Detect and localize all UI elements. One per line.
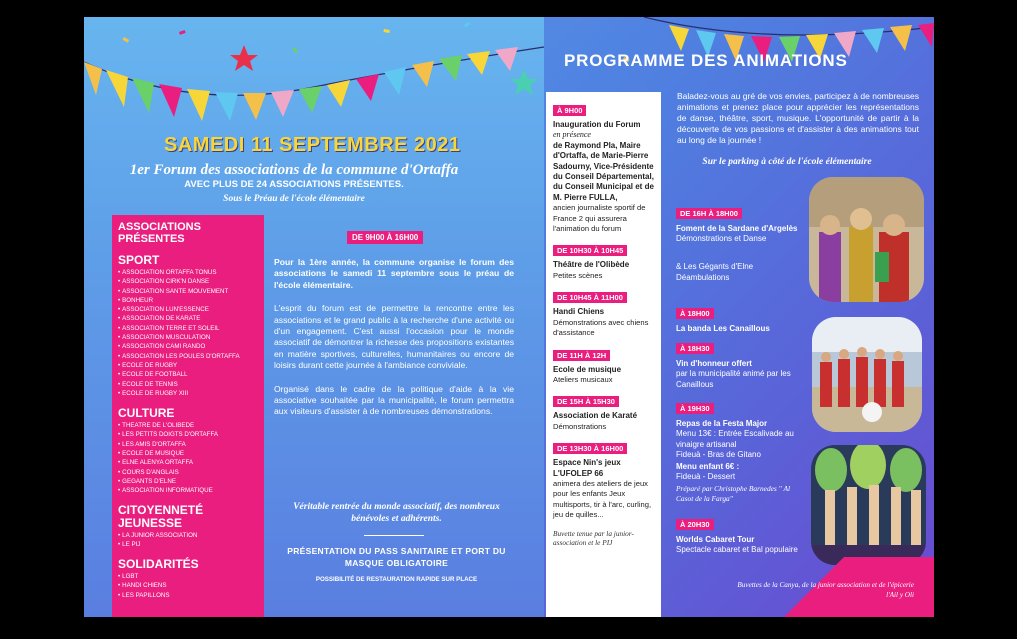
time-badge: À 20H30 [676, 519, 714, 530]
time-badge: DE 10H30 À 10H45 [553, 245, 627, 256]
tagline: Véritable rentrée du monde associatif, des nombreux bénévoles et adhérents. [293, 502, 500, 524]
association-item: • ASSOCIATION INFORMATIQUE [118, 486, 264, 495]
forum-subtitle: AVEC PLUS DE 24 ASSOCIATIONS PRÉSENTES. [184, 179, 404, 190]
association-item: • ASSOCIATION SANTE MOUVEMENT [118, 287, 264, 296]
association-item: • ECOLE DE RUGBY [118, 361, 264, 370]
time-badge: DE 13H30 À 16H00 [553, 443, 627, 454]
category-title: CULTURE [118, 406, 175, 421]
item-title: Théâtre de l'Olibède [553, 260, 630, 270]
buvette-note: Buvette tenue par la junior-association et le PIJ [553, 528, 634, 548]
sanitary-notice: PRÉSENTATION DU PASS SANITAIRE ET PORT DU MASQUE OBLIGATOIRE [287, 546, 506, 568]
item-title: La banda Les Canaillous [676, 324, 770, 333]
association-item: • BONHEUR [118, 296, 264, 305]
association-item: • HANDI CHIENS [118, 581, 264, 590]
event-date-title: SAMEDI 11 SEPTEMBRE 2021 [164, 134, 461, 156]
item-title: Repas de la Festa Major [676, 419, 768, 428]
forum-title: 1er Forum des associations de la commune d'Ortaffa [129, 162, 459, 178]
category-title: CITOYENNETÉ JEUNESSE [118, 502, 204, 530]
item-text: & Les Gégants d'Elne Déambulations [676, 262, 754, 282]
category-title: SPORT [118, 253, 160, 267]
program-item [676, 514, 806, 556]
association-item: • GEGANTS D'ELNE [118, 477, 264, 486]
item-text: Petites scènes [553, 270, 603, 280]
item-guests: de Raymond Pla, Maire d'Ortaffa, de Marie-Pierre Sadourny, Vice-Présidente du Conseil Départemental, du Conseil Municipal et de M. Pierre FULLA, [553, 140, 654, 202]
program-item [676, 203, 806, 245]
paragraph-spirit: L'esprit du forum est de permettre la rencontre entre les associations et le grand public à la recherche d'une activité ou d'un engagement. C'est aussi l'occasion pour le monde associatif de démontrer la richesse des propositions existantes en matière sportives, culturelles, humanitaires ou encore de loisirs durant cette journée à l'ambiance conviviale. [274, 303, 514, 371]
menu-line: Fideuà - Bras de Gitano [676, 450, 761, 460]
menu-line: Fideuà - Dessert [676, 471, 736, 481]
item-title: Worlds Cabaret Tour [676, 535, 755, 544]
forum-description [274, 227, 514, 418]
program-intro: Baladez-vous au gré de vos envies, participez à de nombreuses animations et prenez place pour apprécier les représentations de danse, théâtre, sport, musique. L'opportunité de partir à la découverte de vos passions et d'assister à des animations tout au long de la journée ! [677, 91, 919, 145]
association-item: • ASSOCIATION TERRE ET SOLEIL [118, 324, 264, 333]
item-text: ancien journaliste sportif de France 2 qui assurera l'animation du forum [553, 203, 646, 234]
item-title: Foment de la Sardane d'Argelès [676, 224, 798, 233]
program-item [546, 240, 661, 281]
catering-notice: POSSIBILITÉ DE RESTAURATION RAPIDE SUR PLACE [315, 576, 478, 583]
association-item: • LES AMIS D'ORTAFFA [118, 440, 264, 449]
association-item: • ECOLE DE RUGBY XIII [118, 389, 264, 398]
item-title: Ecole de musique [553, 364, 622, 374]
association-item: • THEATRE DE L'OLIBEDE [118, 421, 264, 430]
association-item: • ASSOCIATION ORTAFFA TONUS [118, 268, 264, 277]
category-list [118, 268, 264, 398]
program-title: PROGRAMME DES ANIMATIONS [564, 51, 848, 70]
association-item: • ASSOCIATION CAMI RANDO [118, 342, 264, 351]
forum-time-badge: DE 9H00 À 16H00 [347, 231, 423, 244]
program-item [546, 391, 661, 432]
associations-panel [112, 215, 264, 617]
program-item [546, 345, 661, 386]
item-title: Inauguration du Forum [553, 120, 641, 129]
item-title: Vin d'honneur offert [676, 359, 752, 368]
forum-location: Sous le Préau de l'école élémentaire [223, 194, 365, 204]
program-item [676, 262, 806, 283]
association-item: • ECOLE DE MUSIQUE [118, 449, 264, 458]
association-item: • LES PETITS DOIGTS D'ORTAFFA [118, 430, 264, 439]
time-badge: À 18H30 [676, 343, 714, 354]
item-title: Association de Karaté [553, 411, 638, 421]
association-item: • LES PAPILLONS [118, 591, 264, 600]
category-solidarites [112, 557, 264, 600]
association-item: • ASSOCIATION DE KARATE [118, 314, 264, 323]
association-item: • LE PIJ [118, 540, 264, 549]
program-item [676, 338, 806, 390]
brochure [84, 17, 934, 617]
paragraph-intro: Pour la 1ère année, la commune organise le forum des associations le samedi 11 septembre sous le préau de l'école élémentaire. [274, 257, 514, 290]
item-title: Espace Nin's jeux L'UFOLEP 66 [553, 458, 621, 478]
item-text: Démonstrations et Danse [676, 234, 767, 243]
chef-note: Préparé par Christophe Barnedes " Al Casot de la Farga" [676, 484, 791, 503]
association-item: • ECOLE DE TENNIS [118, 380, 264, 389]
program-column-morning [546, 92, 661, 617]
photo-cabaret [811, 445, 926, 565]
association-item: • ECOLE DE FOOTBALL [118, 370, 264, 379]
menu-line: Menu enfant 6€ : [676, 461, 740, 471]
association-item: • ASSOCIATION CIRK'N DANSE [118, 277, 264, 286]
item-title: Handi Chiens [553, 307, 605, 317]
item-text: Démonstrations avec chiens d'assistance [553, 317, 649, 338]
item-italic: en présence [553, 130, 591, 140]
time-badge: À 9H00 [553, 105, 586, 116]
category-sport [112, 253, 264, 398]
association-item: • LGBT [118, 572, 264, 581]
item-text: par la municipalité animé par les Canaillous [676, 369, 791, 389]
time-badge: À 18H00 [676, 308, 714, 319]
category-list [118, 421, 264, 495]
divider [364, 535, 424, 536]
association-item: • LA JUNIOR ASSOCIATION [118, 531, 264, 540]
association-item: • ASSOCIATION LUN'ESSENCE [118, 305, 264, 314]
program-item [546, 438, 661, 520]
buvettes-note: Buvettes de la Canya, de la junior association et de l'épicerie l'Ail y Oli [737, 581, 914, 599]
program-item [546, 287, 661, 338]
paragraph-organisation: Organisé dans le cadre de la politique d'aide à la vie associative souhaitée par la municipalité, le forum permettra aux visiteurs d'assister à de nombreuses démonstrations. [274, 383, 514, 417]
association-item: • ASSOCIATION LES POULES D'ORTAFFA [118, 352, 264, 361]
association-item: • ELNE ALENYA ORTAFFA [118, 458, 264, 467]
program-item [546, 100, 661, 234]
time-badge: DE 15H À 15H30 [553, 396, 619, 407]
category-list [118, 572, 264, 600]
time-badge: DE 16H À 18H00 [676, 208, 742, 219]
association-item: • COURS D'ANGLAIS [118, 468, 264, 477]
category-list [118, 531, 264, 550]
item-text: Ateliers musicaux [553, 374, 613, 384]
time-badge: DE 11H À 12H [553, 350, 610, 361]
parking-location: Sur le parking à côté de l'école élémentaire [702, 157, 872, 167]
program-item [676, 303, 806, 334]
menu-line: Menu 13€ : Entrée Escalivade au vinaigre artisanal [676, 429, 794, 449]
category-title: SOLIDARITÉS [118, 557, 199, 572]
category-culture [112, 406, 264, 495]
association-item: • ASSOCIATION MUSCULATION [118, 333, 264, 342]
category-citoyennete [112, 504, 264, 550]
associations-heading: ASSOCIATIONS PRÉSENTES [118, 221, 201, 245]
program-item [676, 398, 806, 504]
photo-banda [812, 317, 922, 432]
item-text: Spectacle cabaret et Bal populaire [676, 545, 798, 554]
time-badge: DE 10H45 À 11H00 [553, 292, 627, 303]
time-badge: À 19H30 [676, 403, 714, 414]
item-text: Démonstrations [553, 421, 607, 431]
item-text: animera des ateliers de jeux pour les enfants Jeux multisports, tir à l'arc, curling, jeu de quilles... [553, 478, 652, 520]
photo-gegants [809, 177, 924, 302]
